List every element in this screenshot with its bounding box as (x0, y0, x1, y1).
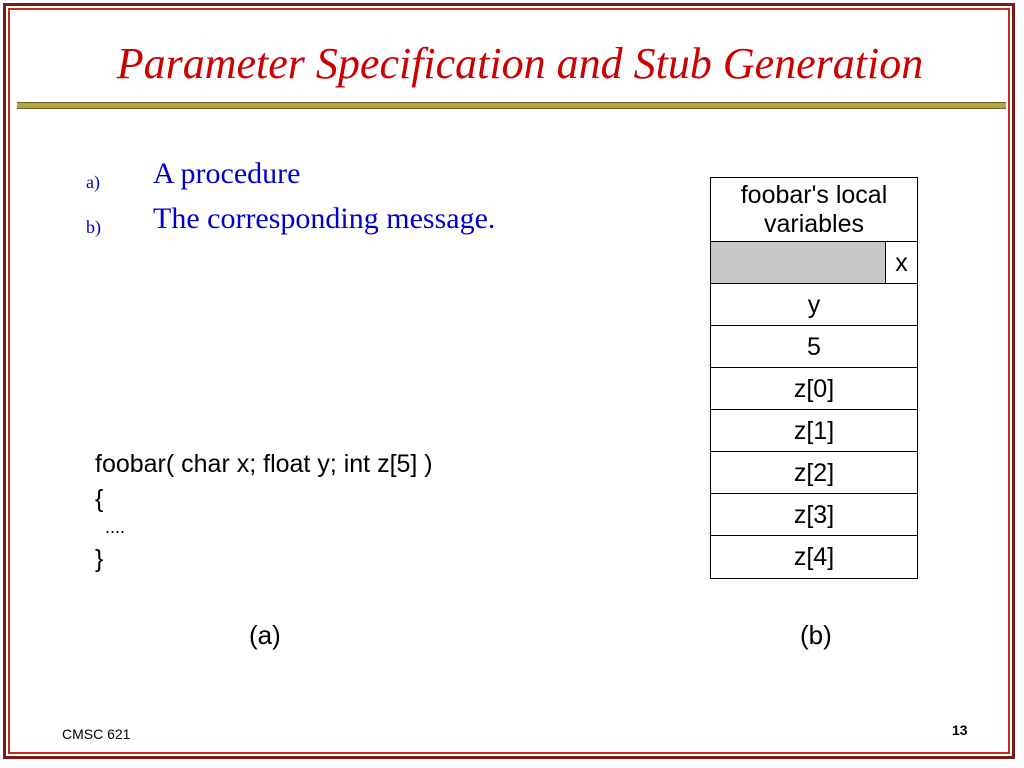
procedure-code (95, 447, 433, 577)
code-line: .... (95, 517, 126, 537)
title-divider (17, 102, 1006, 109)
stack-row: z[2] (711, 452, 917, 494)
caption-b: (b) (800, 620, 832, 650)
stack-row: z[1] (711, 410, 917, 452)
bullet-marker: b) (86, 217, 101, 237)
code-line: } (95, 545, 104, 573)
stack-header: foobar's local variables (711, 178, 917, 242)
stack-row: z[0] (711, 368, 917, 410)
stack-row: z[4] (793, 543, 835, 571)
footer-course: CMSC 621 (62, 726, 131, 742)
bullet-marker: a) (86, 172, 100, 192)
bullet-text: The corresponding message. (153, 202, 496, 235)
slide-title: Parameter Specification and Stub Generation (116, 39, 924, 88)
stack-row: y (711, 284, 917, 326)
stack-cell-x: x (895, 249, 908, 277)
bullet-text: A procedure (153, 157, 301, 190)
caption-a: (a) (249, 620, 281, 650)
code-line: { (95, 485, 104, 513)
code-line: foobar( char x; float y; int z[5] ) (95, 450, 433, 478)
message-stack-table (710, 177, 918, 579)
unused-padding-cell (711, 242, 886, 283)
stack-row: 5 (711, 326, 917, 368)
stack-row: z[3] (711, 494, 917, 536)
page-number: 13 (952, 722, 968, 738)
stack-row-x (711, 242, 917, 284)
